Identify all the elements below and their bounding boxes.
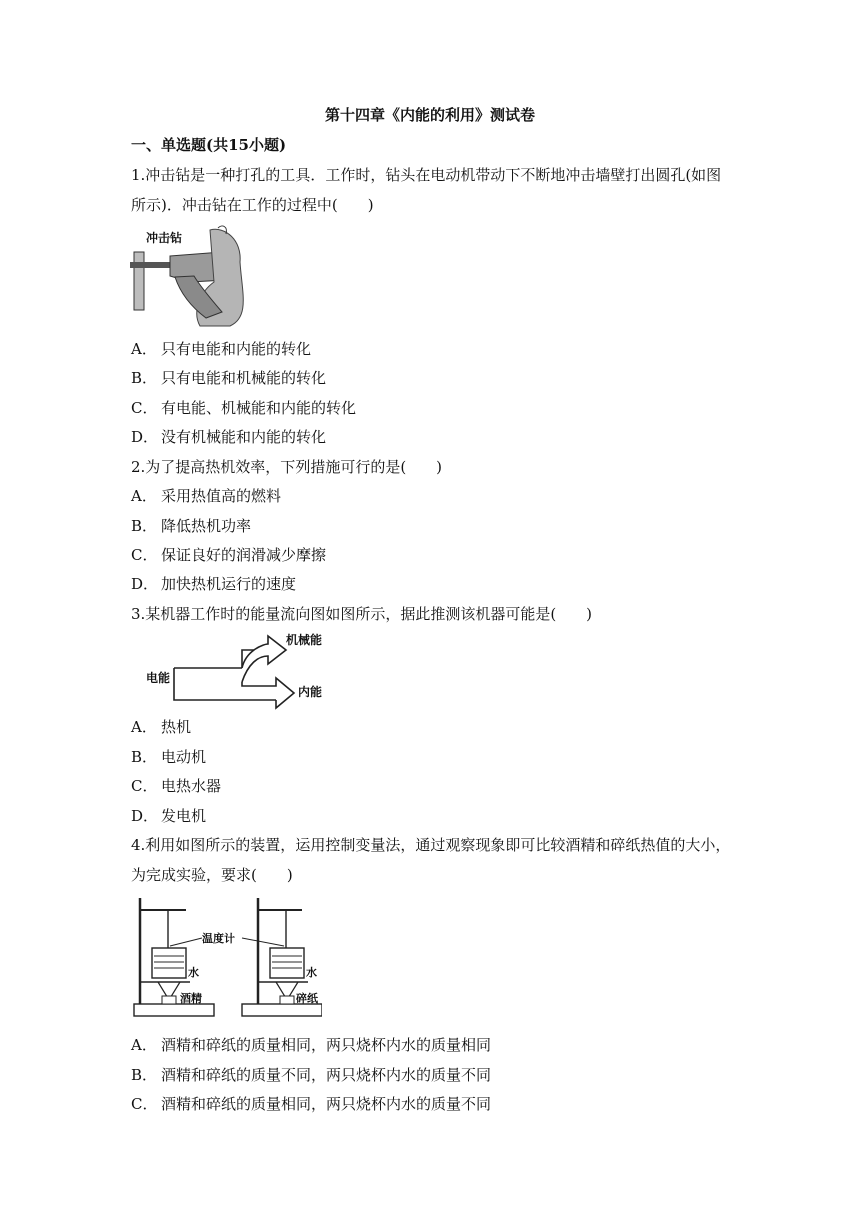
impact-drill-label: 冲击钻: [146, 231, 183, 245]
energy-input-label: 电能: [146, 671, 171, 685]
energy-output-top-label: 机械能: [286, 633, 323, 647]
page-title: 第十四章《内能的利用》测试卷: [324, 106, 535, 124]
question-1-text-line2: 所示)．冲击钻在工作的过程中( ): [131, 196, 374, 214]
fuel-right-label: 碎纸: [296, 992, 318, 1005]
question-4-option-c[interactable]: C． 酒精和碎纸的质量相同，两只烧杯内水的质量不同: [131, 1095, 492, 1113]
water-left-label: 水: [188, 966, 199, 979]
fuel-left-label: 酒精: [180, 992, 202, 1005]
question-4-text-line2: 为完成实验，要求( ): [131, 866, 293, 884]
question-4-text-line1: 4.利用如图所示的装置，运用控制变量法，通过观察现象即可比较酒精和碎纸热值的大小，: [131, 836, 731, 854]
question-3-option-c[interactable]: C． 电热水器: [131, 777, 222, 795]
question-3-option-d[interactable]: D． 发电机: [131, 807, 207, 825]
thermometer-label: 温度计: [202, 932, 235, 945]
question-2-text: 2.为了提高热机效率，下列措施可行的是( ): [131, 458, 443, 476]
energy-output-bottom-label: 内能: [298, 685, 323, 699]
question-4-option-b[interactable]: B． 酒精和碎纸的质量不同，两只烧杯内水的质量不同: [131, 1066, 492, 1084]
water-right-label: 水: [306, 966, 317, 979]
question-2-option-a[interactable]: A． 采用热值高的燃料: [131, 487, 282, 505]
question-2-option-c[interactable]: C． 保证良好的润滑减少摩擦: [131, 546, 327, 564]
fuel-heat-experiment-figure: [130, 892, 322, 1022]
question-3-option-a[interactable]: A． 热机: [131, 718, 192, 736]
question-3-option-b[interactable]: B． 电动机: [131, 748, 207, 766]
impact-drill-figure: [130, 222, 250, 328]
energy-flow-figure: [146, 630, 336, 710]
question-4-option-a[interactable]: A． 酒精和碎纸的质量相同，两只烧杯内水的质量相同: [131, 1036, 492, 1054]
question-1-option-a[interactable]: A． 只有电能和内能的转化: [131, 340, 312, 358]
question-1-text-line1: 1.冲击钻是一种打孔的工具．工作时，钻头在电动机带动下不断地冲击墙壁打出圆孔(如图: [131, 166, 722, 184]
section-heading: 一、单选题(共15小题): [131, 136, 287, 154]
question-2-option-b[interactable]: B． 降低热机功率: [131, 517, 252, 535]
question-2-option-d[interactable]: D． 加快热机运行的速度: [131, 575, 297, 593]
question-1-option-b[interactable]: B． 只有电能和机械能的转化: [131, 369, 327, 387]
question-3-text: 3.某机器工作时的能量流向图如图所示，据此推测该机器可能是( ): [131, 605, 593, 623]
question-1-option-c[interactable]: C． 有电能、机械能和内能的转化: [131, 399, 357, 417]
question-1-option-d[interactable]: D． 没有机械能和内能的转化: [131, 428, 327, 446]
